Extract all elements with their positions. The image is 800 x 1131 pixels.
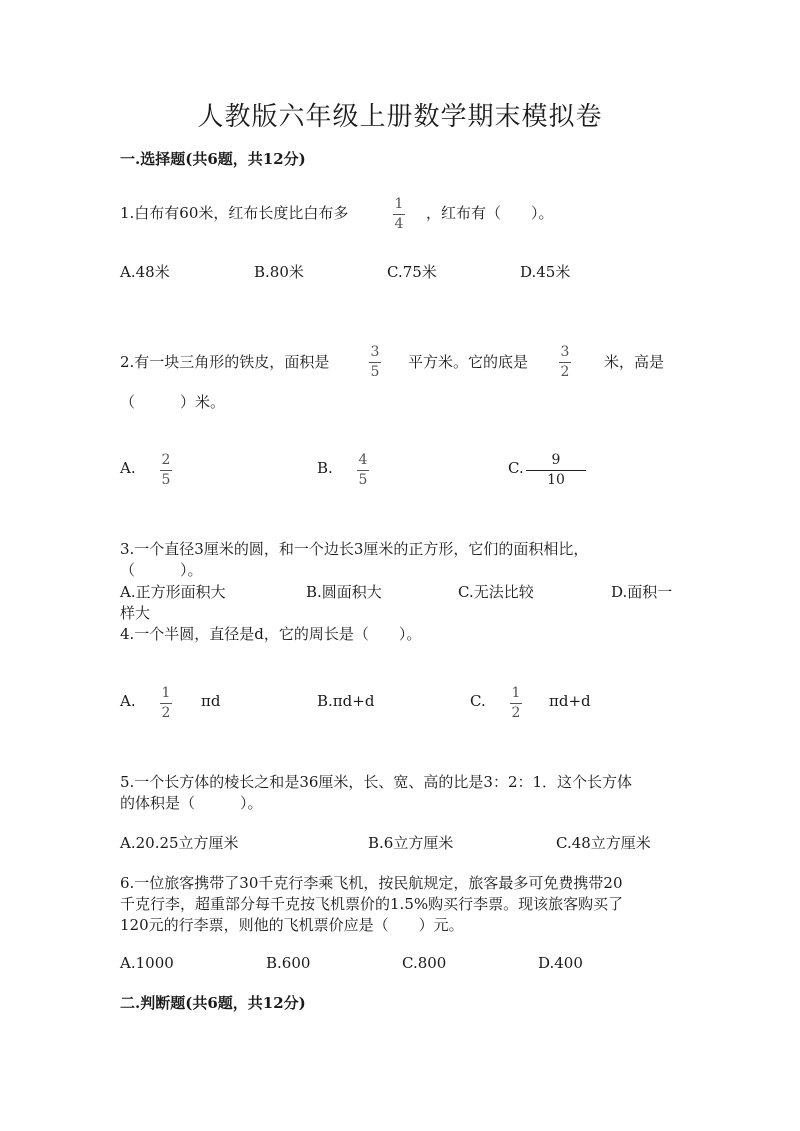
question-2-option-b-label: B.	[317, 459, 333, 477]
question-3-option-a: A.正方形面积大	[120, 583, 226, 601]
fraction-bar	[559, 362, 571, 363]
question-2-option-c-fraction	[526, 452, 586, 489]
question-2-option-a-label: A.	[120, 459, 136, 477]
fraction-bar	[369, 362, 381, 363]
question-2-stem: 2.有一块三角形的铁皮，面积是	[120, 353, 330, 371]
fraction-bar	[357, 470, 369, 471]
question-1-option-d: D.45米	[520, 263, 571, 281]
question-5-option-b: B.6立方厘米	[368, 834, 454, 852]
question-2-fraction-base	[559, 344, 571, 381]
question-3-answer-blank: （ ）。	[120, 561, 203, 579]
question-4-option-a-text: πd	[201, 692, 221, 710]
question-2-answer-blank: （ ）米。	[120, 393, 226, 411]
question-2-option-c-label: C.	[508, 459, 524, 477]
question-4-stem: 4.一个半圆，直径是d，它的周长是（ ）。	[120, 625, 422, 643]
question-6-option-a: A.1000	[120, 954, 174, 972]
question-6-stem-line3: 120元的行李票，则他的飞机票价应是（ ）元。	[120, 916, 464, 934]
question-3-option-b: B.圆面积大	[306, 583, 382, 601]
fraction-denominator: 2	[511, 705, 521, 721]
question-2-stem-end: 米，高是	[604, 353, 665, 371]
fraction-numerator: 9	[551, 452, 561, 468]
question-5-stem: 5.一个长方体的棱长之和是36厘米，长、宽、高的比是3：2：1．这个长方体	[120, 773, 633, 791]
question-6-stem-line2: 千克行李，超重部分每千克按飞机票价的1.5%购买行李票。现该旅客购买了	[120, 895, 624, 913]
question-4-option-a-label: A.	[120, 692, 136, 710]
fraction-bar	[526, 470, 586, 471]
fraction-numerator: 3	[560, 344, 570, 360]
question-1-option-a: A.48米	[120, 263, 170, 281]
fraction-numerator: 3	[370, 344, 380, 360]
question-4-option-c-text: πd+d	[549, 692, 591, 710]
question-2-stem-mid: 平方米。它的底是	[408, 353, 529, 371]
question-3-option-d: D.面积一	[611, 583, 673, 601]
fraction-bar	[510, 703, 522, 704]
question-2-option-b-fraction	[357, 452, 369, 489]
question-6-stem: 6.一位旅客携带了30千克行李乘飞机，按民航规定，旅客最多可免费携带20	[120, 874, 623, 892]
question-4-option-b: B.πd+d	[317, 692, 375, 710]
question-1-stem-end: ，红布有（ ）。	[426, 204, 554, 222]
page-title: 人教版六年级上册数学期末模拟卷	[197, 102, 603, 132]
fraction-numerator: 4	[358, 452, 368, 468]
question-4-option-a-fraction	[160, 685, 172, 722]
question-5-stem-line2: 的体积是（ ）。	[120, 794, 263, 812]
fraction-denominator: 5	[370, 364, 380, 380]
question-4-option-c-label: C.	[470, 692, 486, 710]
question-6-option-c: C.800	[402, 954, 447, 972]
question-1-stem: 1.白布有60米，红布长度比白布多	[120, 204, 349, 222]
question-3-stem: 3.一个直径3厘米的圆，和一个边长3厘米的正方形，它们的面积相比，	[120, 540, 589, 558]
fraction-bar	[393, 214, 405, 215]
question-3-option-c: C.无法比较	[458, 583, 534, 601]
fraction-denominator: 5	[358, 472, 368, 488]
question-6-option-b: B.600	[266, 954, 311, 972]
fraction-bar	[160, 703, 172, 704]
section-heading-choice: 一.选择题(共6题，共12分)	[120, 150, 306, 168]
fraction-denominator: 2	[560, 364, 570, 380]
fraction-numerator: 1	[394, 196, 404, 212]
fraction-denominator: 2	[161, 705, 171, 721]
fraction-denominator: 10	[547, 472, 565, 488]
question-4-option-c-fraction	[510, 685, 522, 722]
question-1-option-b: B.80米	[254, 263, 304, 281]
fraction-bar	[160, 470, 172, 471]
fraction-numerator: 1	[511, 685, 521, 701]
fraction-denominator: 4	[394, 216, 404, 232]
question-1-fraction	[393, 196, 405, 233]
question-1-option-c: C.75米	[387, 263, 437, 281]
fraction-denominator: 5	[161, 472, 171, 488]
section-heading-judgement: 二.判断题(共6题，共12分)	[120, 994, 306, 1012]
question-2-option-a-fraction	[160, 452, 172, 489]
question-3-option-d-wrap: 样大	[120, 604, 151, 622]
fraction-numerator: 2	[161, 452, 171, 468]
question-6-option-d: D.400	[538, 954, 583, 972]
question-5-option-a: A.20.25立方厘米	[120, 834, 239, 852]
fraction-numerator: 1	[161, 685, 171, 701]
question-2-fraction-area	[369, 344, 381, 381]
question-5-option-c: C.48立方厘米	[556, 834, 651, 852]
